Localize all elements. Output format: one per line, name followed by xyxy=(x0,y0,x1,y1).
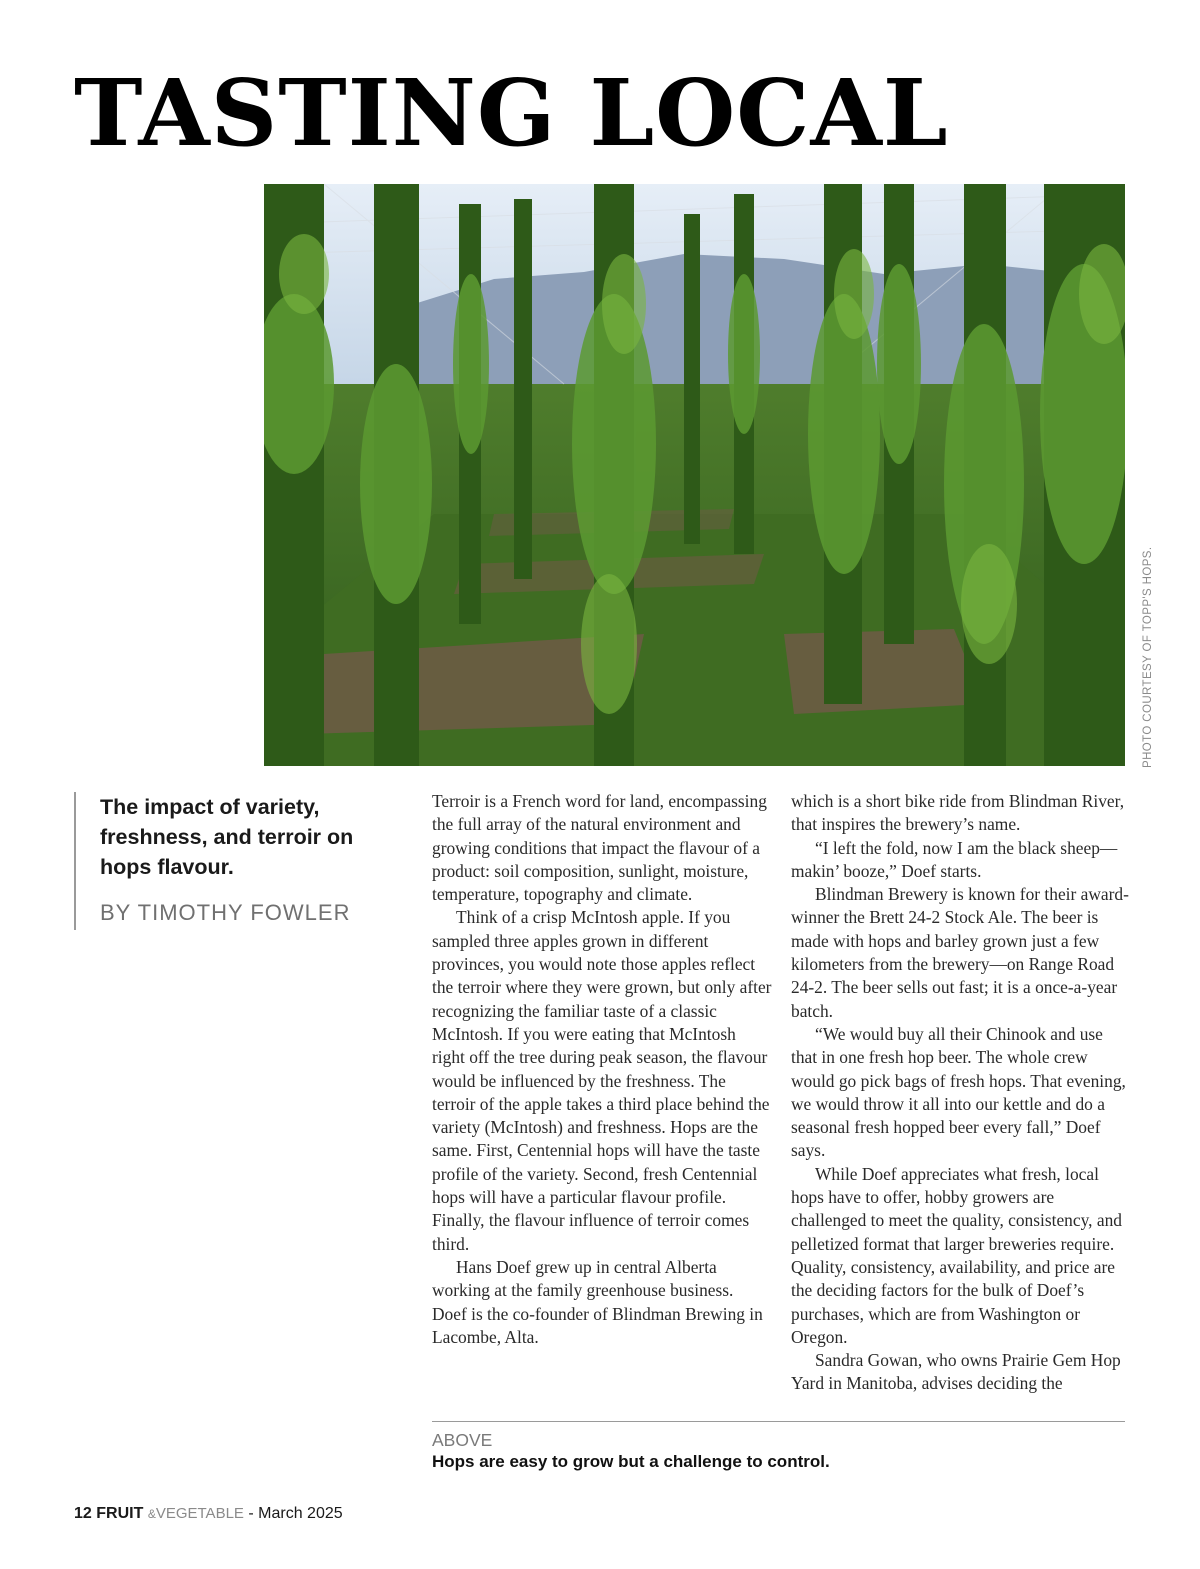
paragraph: While Doef appreciates what fresh, local hops have to offer, hobby growers are challenged to meet the quality, consistency, and pelletized format that larger breweries require. Quality, consistency, availability, and price are the deciding factors for the bulk of Doef’s purchases, which are from Washington or Oregon. xyxy=(791,1163,1122,1347)
brand-vegetable: VEGETABLE xyxy=(155,1505,244,1522)
photo-credit: PHOTO COURTESY OF TOPP'S HOPS. xyxy=(1142,546,1154,768)
paragraph: Sandra Gowan, who owns Prairie Gem Hop Yard in Manitoba, advises deciding the xyxy=(791,1350,1121,1394)
caption-label: ABOVE xyxy=(432,1430,493,1450)
issue-date: March 2025 xyxy=(258,1505,343,1522)
folio-separator: - xyxy=(243,1505,259,1522)
caption-text: Hops are easy to grow but a challenge to control. xyxy=(432,1452,830,1471)
byline: BY TIMOTHY FOWLER xyxy=(100,900,351,925)
paragraph: “I left the fold, now I am the black sheep—makin’ booze,” Doef starts. xyxy=(791,837,1118,881)
paragraph: Blindman Brewery is known for their award-winner the Brett 24-2 Stock Ale. The beer is made with hops and barley grown just a few kilometers from the brewery—on Range Road 24-2. The beer sells out fast; it is a once-a-year batch. xyxy=(791,884,1129,1021)
paragraph: Terroir is a French word for land, encompassing the full array of the natural environment and growing conditions that impact the flavour of a product: soil composition, sunlight, moisture, temperature, topography and climate. xyxy=(432,791,767,905)
hop-yard-photo xyxy=(264,184,1125,766)
paragraph: which is a short bike ride from Blindman River, that inspires the brewery’s name. xyxy=(791,791,1125,835)
brand-ampersand: & xyxy=(147,1507,156,1521)
hop-yard-illustration xyxy=(264,184,1125,766)
headline: TASTING LOCAL xyxy=(74,59,949,167)
dek: The impact of variety, freshness, and terroir on hops flavour. xyxy=(100,795,354,879)
brand-fruit: FRUIT xyxy=(96,1505,144,1522)
article-deck xyxy=(74,792,374,930)
page-number: 12 xyxy=(74,1505,92,1522)
caption-divider xyxy=(432,1421,1125,1422)
body-column-2 xyxy=(791,790,1131,1396)
page-folio xyxy=(74,1505,343,1523)
paragraph: “We would buy all their Chinook and use that in one fresh hop beer. The whole crew would go pick bags of fresh hops. That evening, we would throw it all into our kettle and do a seasonal fresh hopped beer every fall,” Doef says. xyxy=(791,1023,1126,1161)
paragraph: Hans Doef grew up in central Alberta working at the family greenhouse business. Doef is the co-founder of Blindman Brewing in Lacombe, Alta. xyxy=(432,1256,763,1347)
body-column-1 xyxy=(432,790,772,1349)
paragraph: Think of a crisp McIntosh apple. If you sampled three apples grown in different provinces, you would note those apples reflect the terroir where they were grown, but only after recognizing the familiar taste of a classic McIntosh. If you were eating that McIntosh right off the tree during peak season, the flavour would be influenced by the freshness. The terroir of the apple takes a third place behind the variety (McIntosh) and freshness. Hops are the same. First, Centennial hops will have the taste profile of the variety. Second, fresh Centennial hops will have a particular flavour profile. Finally, the flavour influence of terroir comes third. xyxy=(432,907,772,1254)
